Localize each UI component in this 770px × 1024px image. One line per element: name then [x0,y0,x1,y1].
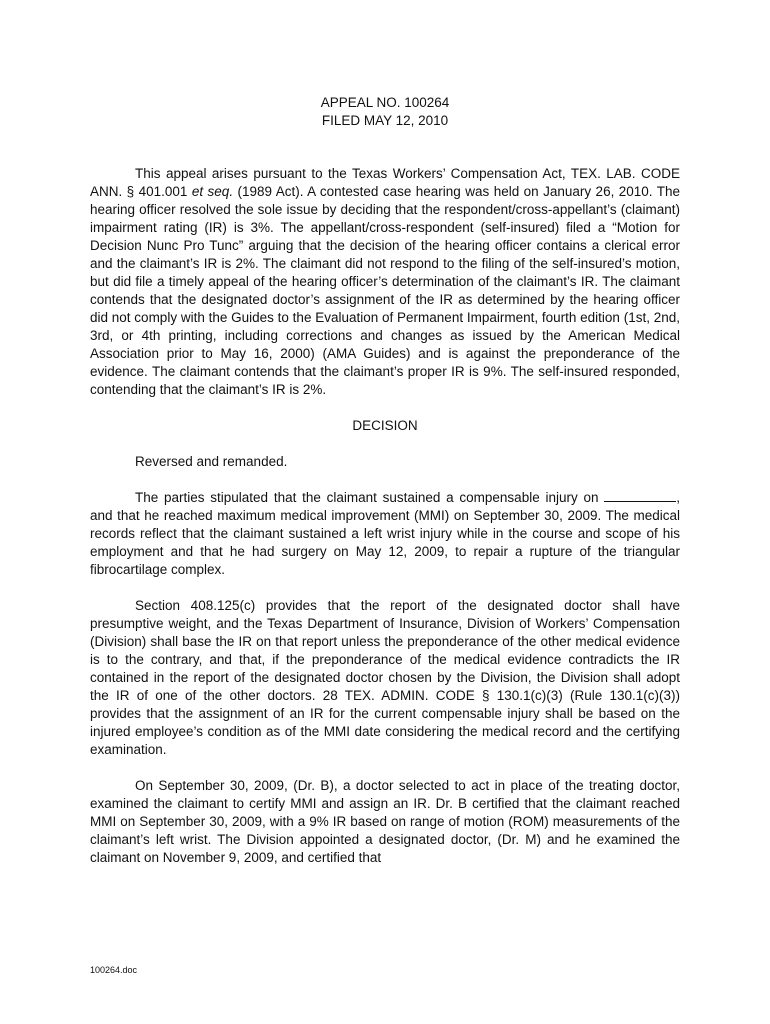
intro-paragraph: This appeal arises pursuant to the Texas Workers’ Compensation Act, TEX. LAB. CODE ANN. § 401.001 et seq. (1989 Act). A contested case hearing was held on January 26, 2010. The hearing officer resolved the sole issue by deciding that the respondent/cross-appellant’s (claimant) impairment rating (IR) is 3%. The appellant/cross-respondent (self-insured) filed a “Motion for Decision Nunc Pro Tunc” arguing that the decision of the hearing officer contains a clerical error and the claimant’s IR is 2%. The claimant did not respond to the filing of the self-insured’s motion, but did file a timely appeal of the hearing officer’s determination of the claimant’s IR. The claimant contends that the designated doctor’s assignment of the IR as determined by the hearing officer did not comply with the Guides to the Evaluation of Permanent Impairment, fourth edition (1st, 2nd, 3rd, or 4th printing, including corrections and changes as issued by the American Medical Association prior to May 16, 2000) (AMA Guides) and is against the preponderance of the evidence. The claimant contends that the claimant’s proper IR is 9%. The self-insured responded, contending that the claimant’s IR is 2%. [90,166,680,397]
stipulation-paragraph: The parties stipulated that the claimant sustained a compensable injury on , and that he reached maximum medical improvement (MMI) on September 30, 2009. The medical records reflect that the claimant sustained a left wrist injury while in the course and scope of his employment and that he had surgery on May 12, 2009, to repair a rupture of the triangular fibrocartilage complex. [90,490,680,577]
decision-heading: DECISION [352,418,418,433]
examination-paragraph: On September 30, 2009, (Dr. B), a doctor selected to act in place of the treating doctor, examined the claimant to certify MMI and assign an IR. Dr. B certified that the claimant reached MMI on September 30, 2009, with a 9% IR based on range of motion (ROM) measurements of the claimant’s left wrist. The Division appointed a designated doctor, (Dr. M) and he examined the claimant on November 9, 2009, and certified that [90,778,680,865]
document-body [90,165,680,885]
appeal-number: APPEAL NO. 100264 [320,95,450,110]
filed-date: FILED MAY 12, 2010 [321,113,449,128]
redacted-date-blank [604,489,676,502]
et-seq: et seq. [191,184,234,199]
section-408-paragraph: Section 408.125(c) provides that the report of the designated doctor shall have presumptive weight, and the Texas Department of Insurance, Division of Workers’ Compensation (Division) shall base the IR on that report unless the preponderance of the other medical evidence is to the contrary, and that, if the preponderance of the medical evidence contradicts the IR contained in the report of the designated doctor chosen by the Division, the Division shall adopt the IR of one of the other doctors. 28 TEX. ADMIN. CODE § 130.1(c)(3) (Rule 130.1(c)(3)) provides that the assignment of an IR for the current compensable injury shall be based on the injured employee’s condition as of the MMI date considering the medical record and the certifying examination. [90,598,680,757]
disposition: Reversed and remanded. [135,454,288,469]
footer-filename: 100264.doc [90,965,138,975]
case-heading [90,94,680,130]
